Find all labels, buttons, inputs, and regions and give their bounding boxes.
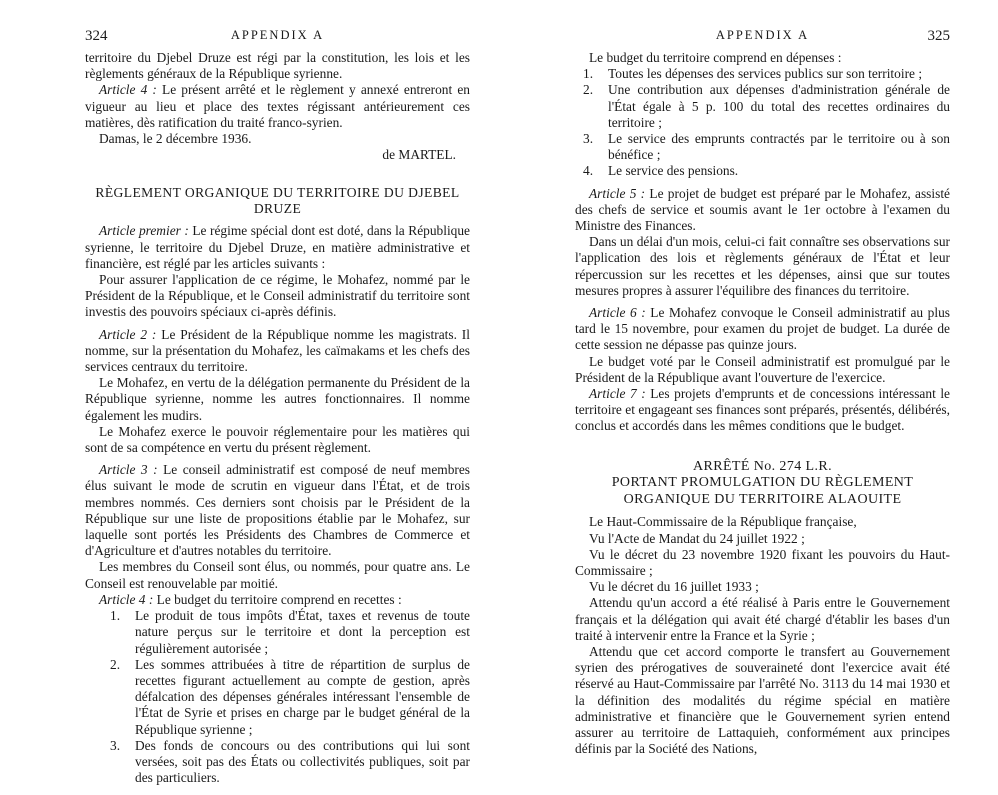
list-item <box>575 163 950 179</box>
article-text: Les projets d'emprunts et de concessions intéressant le territoire et engageant ses finances sont préparés, présentés, délibérés, conclus et accordés dans les mêmes conditions que le budget. <box>575 386 951 434</box>
vu-line-2: Vu le décret du 23 novembre 1920 fixant les pouvoirs du Haut-Commissaire ; <box>575 546 950 579</box>
article-label: Article 6 : <box>589 305 646 321</box>
article-1-paragraph <box>85 223 470 272</box>
list-item <box>85 608 470 657</box>
article-1-paragraph-2: Pour assurer l'application de ce régime, le Mohafez, nommé par le Président de la République, et le Conseil administratif du territoire sont investis des pouvoirs spéciaux ci-après définis. <box>85 272 470 320</box>
section-heading: RÈGLEMENT ORGANIQUE DU TERRITOIRE DU DJEBEL DRUZE <box>95 185 460 217</box>
list-item <box>85 738 470 787</box>
article-7-paragraph <box>575 386 950 435</box>
attendu-paragraph-2: Attendu que cet accord comporte le transfert au Gouvernement syrien des prérogatives de souveraineté dont l'exercice avait été réservé au Haut-Commissaire par l'arrêté No. 3113 du 14 mai 1930 et la définition des modalités du régime spécial en matière administrative et financière que le Gouvernement syrien entend assurer au territoire de Lattaquieh, conformément aux principes définis par la Société des Nations, <box>575 644 950 757</box>
article-3-paragraph-2: Les membres du Conseil sont élus, ou nommés, pour quatre ans. Le Conseil est renouvelable par moitié. <box>85 559 470 591</box>
list-item-text: Une contribution aux dépenses d'administration générale de l'État égale à 5 p. 100 du total des recettes ordinaires du territoire ; <box>608 82 950 130</box>
list-item-text: Le service des pensions. <box>608 163 739 179</box>
article-text: Le projet de budget est préparé par le Mohafez, assisté des chefs de service et soumis avant le 1er octobre à l'examen du Ministre des Finances. <box>575 185 950 234</box>
receipts-list <box>85 608 470 786</box>
list-item-text: Des fonds de concours ou des contributions qui lui sont versées, soit pas des États ou collectivités publiques, soit par des particuliers. <box>135 737 470 786</box>
article-text: Le régime spécial dont est doté, dans la République syrienne, le territoire du Djebel Druze, en matière administrative et financière, est réglé par les articles suivants : <box>85 223 470 271</box>
article-4b-paragraph <box>85 592 470 608</box>
left-page-body <box>85 50 470 786</box>
article-text: Le Président de la République nomme les magistrats. Il nomme, sur la présentation du Mohafez, les caïmakams et les chefs des services centraux du territoire. <box>85 326 470 375</box>
article-text: Le budget du territoire comprend en recettes : <box>153 591 402 607</box>
article-6-paragraph <box>575 305 950 354</box>
article-label: Article premier : <box>99 223 189 239</box>
article-label: Article 4 : <box>99 82 157 98</box>
left-running-head-title: APPENDIX A <box>230 28 325 42</box>
list-item-text: Les sommes attribuées à titre de répartition de surplus de recettes figurant actuellement au compte de gestion, après défalcation des dépenses générales intéressant l'ensemble de l'État de Syrie et prises en charge par le budget général de la République syrienne ; <box>135 656 470 737</box>
article-5-paragraph <box>575 186 950 235</box>
article-6-paragraph-2: Le budget voté par le Conseil administratif est promulgué par le Président de la République avant l'ouverture de l'exercice. <box>575 353 950 385</box>
list-item-number: 2. <box>110 656 121 672</box>
article-2-paragraph-3: Le Mohafez exerce le pouvoir réglementaire pour les matières qui sont de sa compétence en vertu du présent règlement. <box>85 423 470 456</box>
list-item-number: 1. <box>583 66 594 82</box>
article-2-paragraph-2: Le Mohafez, en vertu de la délégation permanente du Président de la République syrienne, nomme les autres fonctionnaires. Il nomme également les mudirs. <box>85 375 470 423</box>
list-item <box>575 131 950 163</box>
list-item-number: 3. <box>110 737 121 753</box>
article-4-paragraph <box>85 82 470 131</box>
right-running-header <box>575 28 950 50</box>
article-3-paragraph <box>85 462 470 559</box>
intro-paragraph: territoire du Djebel Druze est régi par la constitution, les lois et les règlements généraux de la République syrienne. <box>85 50 470 82</box>
right-page-body <box>575 50 950 758</box>
high-commissioner-line: Le Haut-Commissaire de la République française, <box>589 514 857 530</box>
article-2-paragraph <box>85 327 470 376</box>
article-text: Le conseil administratif est composé de neuf membres élus suivant le mode de scrutin en vigueur dans l'État, et de trois membres nommés. Ces derniers sont choisis par le Président de la République sur une liste de propositions établie par le Mohafez, sur laquelle sont portés les Présidents des Chambres de Commerce et d'Agriculture et d'autres notables du territoire. <box>85 462 471 559</box>
list-item-number: 4. <box>583 163 594 179</box>
right-page <box>575 0 950 795</box>
right-running-head-title: APPENDIX A <box>715 28 810 42</box>
article-label: Article 2 : <box>99 326 157 342</box>
list-item <box>575 82 950 131</box>
list-item-text: Le produit de tous impôts d'État, taxes et revenus de toute nature perçus sur le territoire et dont la perception est régulièrement autorisée ; <box>135 608 470 656</box>
list-item-text: Toutes les dépenses des services publics sur son territoire ; <box>608 66 923 82</box>
right-page-number: 325 <box>927 28 950 44</box>
list-item-text: Le service des emprunts contractés par le territoire ou à son bénéfice ; <box>608 131 950 163</box>
signature: de MARTEL. <box>382 147 456 163</box>
article-text: Le Mohafez convoque le Conseil administratif au plus tard le 15 novembre, pour examen du projet de budget. La durée de cette session ne dépasse pas quinze jours. <box>575 305 950 353</box>
article-label: Article 5 : <box>589 185 646 201</box>
article-5-paragraph-2: Dans un délai d'un mois, celui-ci fait connaître ses observations sur l'application des lois et règlements généraux de l'État et leur répercussion sur les recettes et les dépenses, ainsi que sur toutes mesures propres à assurer l'équilibre des finances du territoire. <box>575 234 950 298</box>
left-running-header <box>85 28 470 50</box>
decree-heading <box>575 459 950 509</box>
vu-line-3: Vu le décret du 16 juillet 1933 ; <box>589 579 759 595</box>
decree-heading-title: PORTANT PROMULGATION DU RÈGLEMENT ORGANIQUE DU TERRITOIRE ALAOUITE <box>611 475 914 507</box>
list-item <box>85 657 470 738</box>
article-label: Article 7 : <box>589 386 646 402</box>
decree-heading-number: ARRÊTÉ No. 274 L.R. <box>692 458 833 474</box>
left-page <box>85 0 470 795</box>
article-label: Article 3 : <box>99 462 158 478</box>
date-line: Damas, le 2 décembre 1936. <box>99 131 252 147</box>
budget-intro: Le budget du territoire comprend en dépenses : <box>589 50 842 65</box>
list-item <box>575 66 950 82</box>
article-text: Le présent arrêté et le règlement y annexé entreront en vigueur au lieu et place des textes régissant antérieurement ces matières, dès ratification du traité franco-syrien. <box>85 82 470 130</box>
attendu-paragraph-1: Attendu qu'un accord a été réalisé à Paris entre le Gouvernement français et la délégation qui avait été chargé d'établir les bases d'un traité à intervenir entre la France et la Syrie ; <box>575 595 950 643</box>
vu-line-1: Vu l'Acte de Mandat du 24 juillet 1922 ; <box>589 530 805 546</box>
list-item-number: 2. <box>583 82 594 98</box>
expenses-list <box>575 66 950 179</box>
article-label: Article 4 : <box>99 591 154 607</box>
list-item-number: 3. <box>583 131 594 147</box>
list-item-number: 1. <box>110 608 121 624</box>
left-page-number: 324 <box>85 28 108 44</box>
